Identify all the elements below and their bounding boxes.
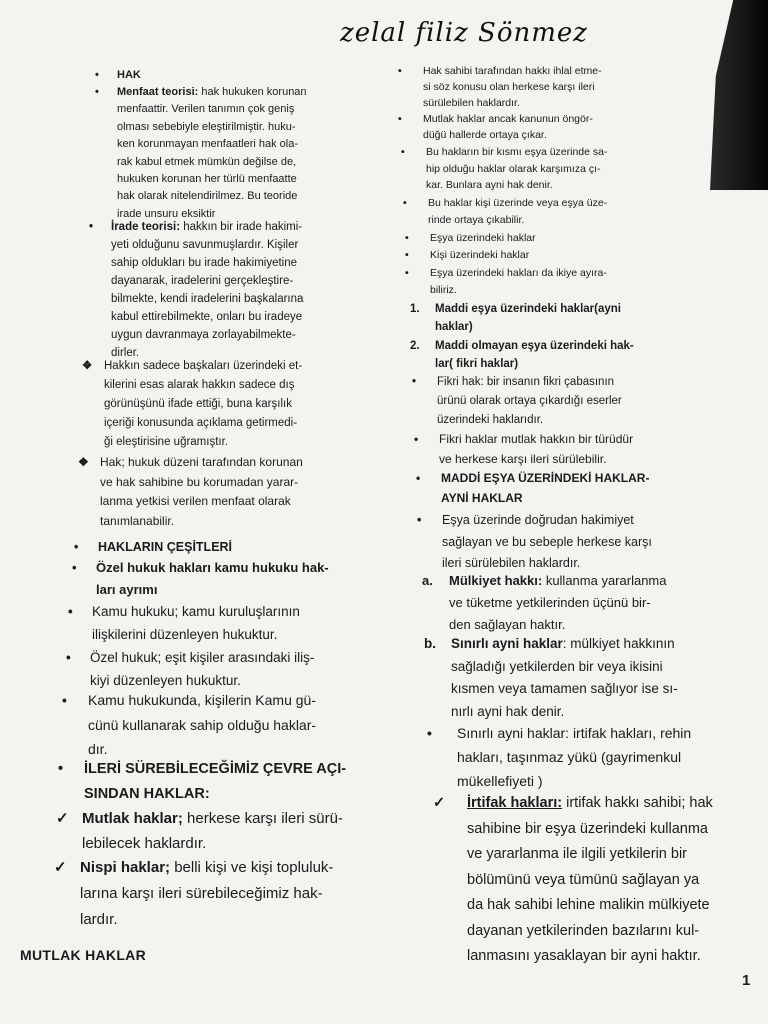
item-text: Eşya üzerinde doğrudan hakimiyet sağlayan ve bu sebeple herkese karşı ileri sürülebilen haklardır. — [442, 513, 652, 570]
bullet-marker: • — [405, 249, 409, 261]
item-heading: Maddi olmayan eşya üzerindeki hak- lar( fikri haklar) — [435, 340, 634, 370]
list-item — [89, 218, 303, 362]
bullet-marker: • — [417, 513, 422, 527]
list-item — [410, 300, 621, 336]
list-item — [405, 230, 536, 247]
list-item — [58, 757, 346, 807]
item-text: herkese karşı ileri sürü- lebilecek haklardır. — [82, 810, 343, 852]
list-item — [398, 111, 593, 143]
bullet-marker: • — [74, 540, 79, 554]
item-text: Özel hukuk; eşit kişiler arasındaki iliş- kiyi düzenleyen hukuktur. — [90, 650, 315, 688]
bullet-marker: • — [414, 432, 419, 446]
item-heading: Mutlak haklar; — [82, 810, 183, 827]
item-heading: İrade teorisi: — [111, 221, 181, 233]
list-item — [410, 337, 634, 373]
letter-marker: a. — [422, 573, 433, 588]
item-text: Kişi üzerindeki haklar — [430, 249, 530, 261]
item-text: kullanma yararlanma ve tüketme yetkilerinden üçünü bir- den sağlayan haktır. — [449, 573, 667, 632]
item-heading: Özel hukuk hakları kamu hukuku hak- ları ayrımı — [96, 560, 329, 597]
item-text: belli kişi ve kişi topluluk- larına karşı ileri sürebileceğimiz hak- lardır. — [80, 859, 334, 928]
page-number: 1 — [742, 972, 751, 989]
list-item — [433, 791, 713, 970]
number-marker: 1. — [410, 303, 420, 315]
item-text: Hakkın sadece başkaları üzerindeki et- kilerini esas alarak hakkın sadece dış görünüşünü ifade ettiği, buna karşılık içeriği konusunda açıklama getirmedi- ği eleştirisine uğramıştır. — [104, 360, 303, 448]
item-text: Eşya üzerindeki haklar — [430, 232, 536, 244]
list-item — [72, 557, 329, 601]
bullet-marker: • — [416, 471, 421, 485]
list-item — [405, 265, 607, 299]
item-heading: MADDİ EŞYA ÜZERİNDEKİ HAKLAR- AYNİ HAKLAR — [441, 471, 650, 505]
item-text: Fikri hak: bir insanın fikri çabasının ürünü olarak ortaya çıkardığı eserler üzerindeki haklarıdır. — [437, 376, 622, 426]
item-heading: Nispi haklar; — [80, 859, 171, 876]
item-heading: Menfaat teorisi: — [117, 86, 199, 98]
check-icon: ✓ — [433, 795, 446, 811]
check-icon: ✓ — [54, 859, 67, 876]
bullet-marker: • — [405, 267, 409, 279]
item-text: Hak sahibi tarafından hakkı ihlal etme- si söz konusu olan herkese karşı ileri sürülebilen haklardır. — [423, 65, 602, 109]
bullet-marker: • — [66, 650, 71, 665]
item-heading: Mülkiyet hakkı: — [449, 573, 543, 588]
bullet-marker: • — [427, 725, 432, 741]
list-item — [401, 144, 608, 194]
letter-marker: b. — [424, 636, 436, 651]
bullet-marker: • — [403, 197, 407, 209]
bullet-marker: • — [58, 761, 64, 777]
scan-shadow — [710, 0, 768, 190]
item-text: Bu hakların bir kısmı eşya üzerinde sa- hip olduğu haklar olarak karşımıza çı- kar. Bunlara ayni hak denir. — [426, 146, 608, 191]
list-item — [422, 570, 666, 636]
list-item — [54, 855, 333, 933]
list-item — [403, 195, 607, 229]
list-item — [68, 600, 300, 646]
item-heading: İLERİ SÜREBİLECEĞİMİZ ÇEVRE AÇI- SINDAN HAKLAR: — [84, 761, 347, 802]
bullet-marker: • — [89, 221, 94, 233]
item-text: hak hukuken korunan menfaattir. Verilen tanımın çok geniş olması sebebiyle eleştirilmiştir. huku- ken korunmayan menfaatleri hak ola- rak kabul etmek mümkün değilse de, hukuken korunan her türlü menfaatte hak olarak nitelendirilmez. Bu teoride irade unsuru eksiktir — [117, 86, 307, 220]
item-text: Fikri haklar mutlak hakkın bir türüdür ve herkese karşı ileri sürülebilir. — [439, 432, 634, 466]
list-item — [66, 646, 314, 692]
list-item — [424, 633, 678, 723]
item-heading: HAKLARIN ÇEŞİTLERİ — [98, 540, 233, 554]
item-heading: Maddi eşya üzerindeki haklar(ayni haklar) — [435, 303, 621, 333]
item-text: Bu haklar kişi üzerinde veya eşya üze- rinde ortaya çıkabilir. — [428, 197, 608, 226]
item-heading: İrtifak hakları: — [467, 795, 563, 811]
bullet-marker: • — [68, 604, 73, 619]
list-item — [62, 688, 316, 762]
list-item — [416, 468, 649, 508]
item-text: Eşya üzerindeki hakları da ikiye ayıra- biliriz. — [430, 267, 607, 296]
item-text: Kamu hukukunda, kişilerin Kamu gü- cünü kullanarak sahip olduğu haklar- dır. — [88, 692, 317, 757]
list-item — [412, 373, 622, 430]
bullet-marker: • — [412, 376, 417, 388]
diamond-marker-icon: ❖ — [78, 455, 89, 469]
list-item — [74, 537, 232, 557]
bullet-marker: • — [95, 86, 99, 98]
item-text: : mülkiyet hakkının sağladığı yetkilerden bir veya ikisini kısmen veya tamamen sağlıyor ise sı- nırlı ayni hak denir. — [451, 636, 678, 719]
item-text: hakkın bir irade hakimi- yeti olduğunu savunmuşlardır. Kişiler sahip oldukları bu irade hakimiyetine dayanarak, iradelerini gerçekleştire- bilmekte, kendi iradelerini başkalarına kabul ettirebilmekte, onları bu iradeye uygun davranmaya zorlayabilmekte- dirler. — [111, 221, 304, 359]
list-item — [95, 84, 307, 223]
item-text: irtifak hakkı sahibi; hak sahibine bir eşya üzerindeki kullanma ve yararlanma ile ilgili yetkilerin bir bölümünü veya tümünü sağlayan ya da hak sahibi lehine malikin mülkiyete dayanan yetkilerinden bazılarını kul- lanmasını yasaklayan bir ayni haktır. — [467, 795, 713, 964]
list-item — [82, 357, 302, 452]
item-heading: HAK — [117, 69, 141, 81]
list-item — [95, 68, 141, 83]
check-icon: ✓ — [56, 810, 69, 827]
item-text: Mutlak haklar ancak kanunun öngör- düğü hallerde ortaya çıkar. — [423, 113, 593, 141]
bullet-marker: • — [62, 692, 67, 708]
handwritten-name: zelal filiz Sönmez — [340, 18, 588, 48]
bullet-marker: • — [401, 146, 405, 158]
bullet-marker: • — [398, 65, 402, 77]
number-marker: 2. — [410, 340, 420, 352]
list-item — [417, 510, 652, 575]
list-item — [414, 429, 633, 469]
bullet-marker: • — [95, 69, 99, 81]
item-text: Kamu hukuku; kamu kuruluşlarının ilişkilerini düzenleyen hukuktur. — [92, 604, 300, 642]
bullet-marker: • — [72, 560, 77, 575]
list-item — [405, 247, 529, 264]
section-heading: MUTLAK HAKLAR — [20, 947, 146, 963]
list-item — [78, 453, 303, 532]
bullet-marker: • — [405, 232, 409, 244]
list-item — [427, 721, 691, 793]
list-item — [398, 63, 602, 111]
diamond-marker-icon: ❖ — [82, 360, 93, 372]
list-item — [56, 806, 343, 856]
bullet-marker: • — [398, 113, 402, 125]
item-text: Hak; hukuk düzeni tarafından korunan ve hak sahibine bu korumadan yarar- lanma yetkisi verilen menfaat olarak tanımlanabilir. — [100, 455, 303, 529]
item-heading: Sınırlı ayni haklar — [451, 636, 563, 651]
item-text: Sınırlı ayni haklar: irtifak hakları, rehin hakları, taşınmaz yükü (gayrimenkul mükellefiyeti ) — [457, 725, 692, 789]
